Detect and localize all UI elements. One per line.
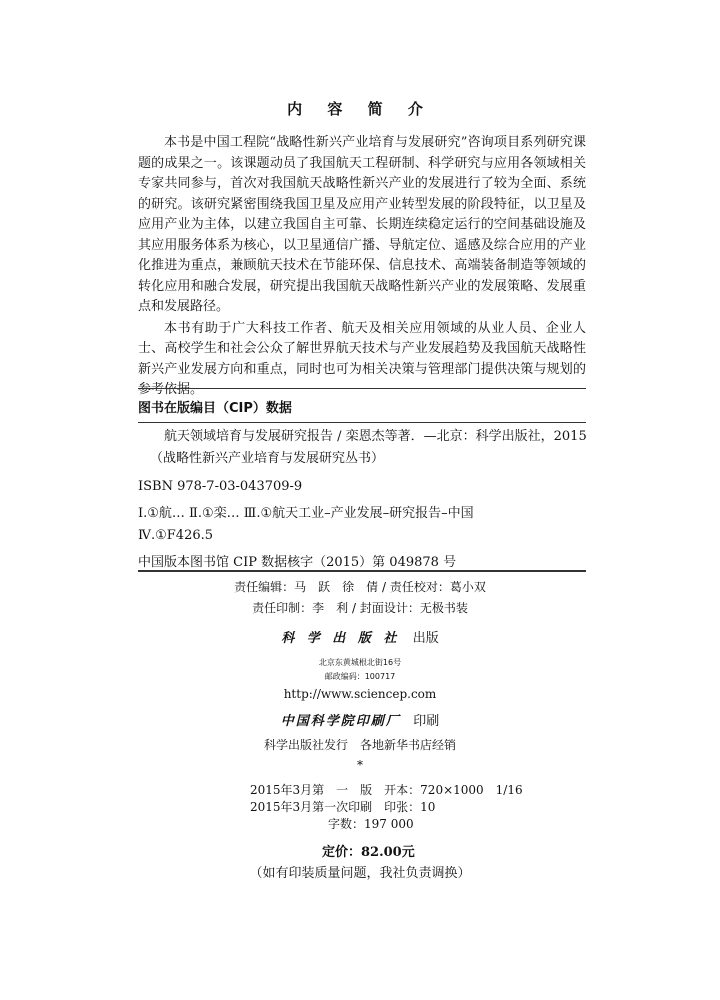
cip-series-line: （战略性新兴产业培育与发展研究丛书） [150,451,385,466]
divider-credits [138,570,586,572]
publisher-name: 科 学 出 版 社 [281,631,401,646]
replacement-note: （如有印装质量问题，我社负责调换） [249,866,471,881]
cip-record-number: 中国版本图书馆 CIP 数据核字（2015）第 049878 号 [138,555,457,570]
publisher-address: 北京东黄城根北街16号 [318,658,402,667]
specs-printing: 2015年3月第一次印刷 印张：10 [250,800,436,814]
specs-block [250,782,523,833]
publisher-url: http://www.sciencep.com [283,687,437,701]
divider-top [138,388,586,389]
cip-heading: 图书在版编目（CIP）数据 [138,401,292,416]
summary-title: 内 容 简 介 [287,100,433,118]
distribution-line: 科学出版社发行 各地新华书店经销 [263,738,456,752]
summary-body [138,133,586,402]
printer-name: 中国科学院印刷厂 [280,714,401,729]
publisher-postcode: 邮政编码：100717 [324,672,396,681]
printer-action: 印刷 [413,714,440,729]
price-line [322,841,415,860]
credits-production: 责任印制：李 利 / 封面设计：无极书装 [252,601,468,615]
cip-isbn: ISBN 978-7-03-043709-9 [138,479,303,494]
cip-classification-code: Ⅳ.①F426.5 [138,528,214,543]
price-label: 定价： [322,845,362,860]
specs-words: 字数：197 000 [328,817,414,831]
publisher-line [0,627,720,646]
price-value: 82.00元 [361,845,415,860]
credits-editors: 责任编辑：马 跃 徐 倩 / 责任校对：葛小双 [234,580,486,594]
divider-cip [138,422,586,423]
cip-title-line: 航天领域培育与发展研究报告 / 栾恩杰等著．—北京：科学出版社，2015 [164,429,587,444]
cip-classification: Ⅰ.①航… Ⅱ.①栾… Ⅲ.①航天工业–产业发展–研究报告–中国 [138,506,474,521]
separator-star: * [357,758,363,772]
cip-block [138,427,586,573]
summary-paragraph-2: 本书有助于广大科技工作者、航天及相关应用领域的从业人员、企业人士、高校学生和社会公众了解世界航天技术与产业发展趋势及我国航天战略性新兴产业发展方向和重点，同时也可为相关决策与管理部门提供决策与规划的参考依据。 [138,320,586,397]
summary-paragraph-1: 本书是中国工程院“战略性新兴产业培育与发展研究”咨询项目系列研究课题的成果之一。该课题动员了我国航天工程研制、科学研究与应用各领域相关专家共同参与，首次对我国航天战略性新兴产业的发展进行了较为全面、系统的研究。该研究紧密围绕我国卫星及应用产业转型发展的阶段特征，以卫星及应用产业为主体，以建立我国自主可靠、长期连续稳定运行的空间基础设施及其应用服务体系为核心，以卫星通信广播、导航定位、遥感及综合应用的产业化推进为重点，兼顾航天技术在节能环保、信息技术、高端装备制造等领域的转化应用和融合发展，研究提出我国航天战略性新兴产业的发展策略、发展重点和发展路径。 [138,135,586,314]
specs-edition: 2015年3月第 一 版 开本：720×1000 1/16 [250,783,523,797]
printer-line [0,710,720,729]
publisher-action: 出版 [412,631,439,646]
